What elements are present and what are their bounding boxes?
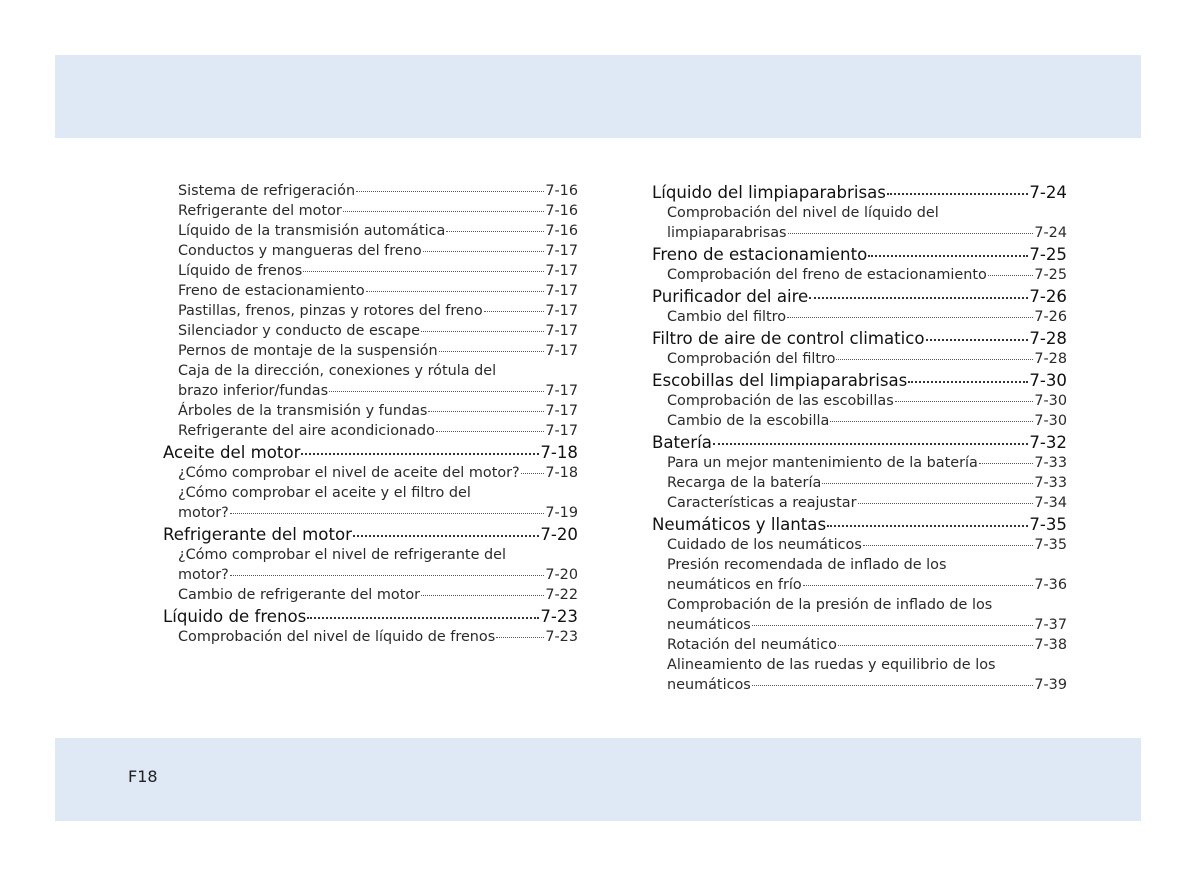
dot-leader <box>343 210 544 212</box>
toc-subentry[interactable] <box>163 585 578 605</box>
toc-page-ref: 7-17 <box>545 383 578 399</box>
toc-entry-title-line1: ¿Cómo comprobar el aceite y el filtro del <box>178 485 471 501</box>
toc-page-ref: 7-17 <box>545 403 578 419</box>
toc-subentry[interactable] <box>652 453 1067 473</box>
page-number: F18 <box>128 767 158 786</box>
dot-leader <box>803 584 1034 586</box>
toc-entry-title: Freno de estacionamiento <box>652 244 868 264</box>
toc-subentry[interactable] <box>652 473 1067 493</box>
dot-leader <box>988 274 1034 276</box>
dot-leader <box>356 190 544 192</box>
toc-page-ref: 7-22 <box>545 587 578 603</box>
dot-leader <box>787 316 1033 318</box>
toc-page-ref: 7-37 <box>1034 617 1067 633</box>
toc-entry-title: Refrigerante del motor <box>163 524 352 544</box>
toc-entry-title: Freno de estacionamiento <box>178 283 365 299</box>
toc-subentry[interactable] <box>163 483 578 523</box>
toc-page-ref: 7-18 <box>545 465 578 481</box>
dot-leader <box>423 250 545 252</box>
toc-page-ref: 7-34 <box>1034 495 1067 511</box>
toc-entry-title: Comprobación del freno de estacionamiento <box>667 267 987 283</box>
toc-subentry[interactable] <box>163 221 578 241</box>
toc-page-ref: 7-17 <box>545 303 578 319</box>
toc-entry-title: ¿Cómo comprobar el nivel de aceite del motor? <box>178 465 520 481</box>
toc-subentry[interactable] <box>652 635 1067 655</box>
toc-page-ref: 7-24 <box>1034 225 1067 241</box>
toc-entry-title: brazo inferior/fundas <box>178 383 329 399</box>
toc-section-entry[interactable] <box>163 524 578 545</box>
toc-section-entry[interactable] <box>652 328 1067 349</box>
dot-leader <box>439 350 545 352</box>
toc-entry-title: Sistema de refrigeración <box>178 183 356 199</box>
toc-page-ref: 7-35 <box>1029 514 1067 534</box>
toc-page-ref: 7-25 <box>1034 267 1067 283</box>
dot-leader <box>303 270 544 272</box>
toc-entry-title: Características a reajustar <box>667 495 857 511</box>
toc-subentry[interactable] <box>163 401 578 421</box>
dot-leader <box>484 310 545 312</box>
toc-subentry[interactable] <box>652 307 1067 327</box>
dot-leader <box>521 472 545 474</box>
toc-page-ref: 7-35 <box>1034 537 1067 553</box>
toc-page-ref: 7-24 <box>1029 182 1067 202</box>
toc-entry-title: Para un mejor mantenimiento de la batería <box>667 455 978 471</box>
dot-leader <box>809 296 1028 299</box>
dot-leader <box>863 544 1033 546</box>
toc-subentry[interactable] <box>652 595 1067 635</box>
toc-subentry[interactable] <box>652 493 1067 513</box>
dot-leader <box>827 524 1028 527</box>
toc-page-ref: 7-28 <box>1029 328 1067 348</box>
toc-entry-title: Pernos de montaje de la suspensión <box>178 343 438 359</box>
toc-page-ref: 7-16 <box>545 203 578 219</box>
toc-page-ref: 7-18 <box>540 442 578 462</box>
dot-leader <box>822 482 1033 484</box>
toc-entry-title: Recarga de la batería <box>667 475 822 491</box>
toc-page-ref: 7-36 <box>1034 577 1067 593</box>
toc-subentry[interactable] <box>163 241 578 261</box>
toc-entry-title: Neumáticos y llantas <box>652 514 827 534</box>
toc-entry-title: Cuidado de los neumáticos <box>667 537 862 553</box>
toc-left-column <box>163 181 578 647</box>
dot-leader <box>421 594 544 596</box>
toc-subentry[interactable] <box>163 321 578 341</box>
toc-entry-title: motor? <box>178 505 229 521</box>
toc-section-entry[interactable] <box>163 442 578 463</box>
toc-subentry[interactable] <box>163 463 578 483</box>
toc-entry-title: Silenciador y conducto de escape <box>178 323 421 339</box>
toc-page-ref: 7-20 <box>545 567 578 583</box>
dot-leader <box>979 462 1033 464</box>
toc-subentry[interactable] <box>652 349 1067 369</box>
toc-entry-title: Rotación del neumático <box>667 637 837 653</box>
dot-leader <box>230 512 545 514</box>
toc-entry-title: Cambio de refrigerante del motor <box>178 587 421 603</box>
toc-entry-title-line1: Alineamiento de las ruedas y equilibrio de los <box>667 657 996 673</box>
toc-page-ref: 7-17 <box>545 343 578 359</box>
dot-leader <box>446 230 544 232</box>
toc-entry-title: Pastillas, frenos, pinzas y rotores del freno <box>178 303 483 319</box>
dot-leader <box>858 502 1034 504</box>
toc-subentry[interactable] <box>652 655 1067 695</box>
toc-subentry[interactable] <box>163 341 578 361</box>
toc-subentry[interactable] <box>163 361 578 401</box>
dot-leader <box>366 290 545 292</box>
toc-entry-title: Árboles de la transmisión y fundas <box>178 403 428 419</box>
dot-leader <box>301 452 539 455</box>
dot-leader <box>788 232 1034 234</box>
toc-entry-title: Refrigerante del aire acondicionado <box>178 423 435 439</box>
toc-entry-title: Cambio de la escobilla <box>667 413 830 429</box>
toc-page-ref: 7-28 <box>1034 351 1067 367</box>
toc-entry-title: Escobillas del limpiaparabrisas <box>652 370 908 390</box>
toc-section-entry[interactable] <box>652 432 1067 453</box>
dot-leader <box>329 390 544 392</box>
toc-page-ref: 7-17 <box>545 283 578 299</box>
dot-leader <box>713 442 1028 445</box>
toc-page-ref: 7-38 <box>1034 637 1067 653</box>
toc-page-ref: 7-17 <box>545 423 578 439</box>
dot-leader <box>752 624 1034 626</box>
toc-entry-title: Comprobación de las escobillas <box>667 393 894 409</box>
dot-leader <box>428 410 544 412</box>
dot-leader <box>752 684 1034 686</box>
toc-page-ref: 7-17 <box>545 323 578 339</box>
toc-entry-title-line1: Presión recomendada de inflado de los <box>667 557 947 573</box>
toc-subentry[interactable] <box>652 411 1067 431</box>
dot-leader <box>496 636 544 638</box>
dot-leader <box>436 430 544 432</box>
dot-leader <box>307 616 539 619</box>
toc-entry-title-line1: Comprobación de la presión de inflado de los <box>667 597 993 613</box>
toc-page-ref: 7-30 <box>1034 393 1067 409</box>
toc-subentry[interactable] <box>652 535 1067 555</box>
toc-entry-title: Líquido del limpiaparabrisas <box>652 182 886 202</box>
toc-entry-title: Líquido de frenos <box>163 606 307 626</box>
toc-page-ref: 7-26 <box>1029 286 1067 306</box>
header-band <box>55 55 1141 138</box>
toc-entry-title: Conductos y mangueras del freno <box>178 243 422 259</box>
toc-page-ref: 7-16 <box>545 223 578 239</box>
toc-page-ref: 7-23 <box>545 629 578 645</box>
toc-entry-title: neumáticos <box>667 617 751 633</box>
toc-section-entry[interactable] <box>652 182 1067 203</box>
footer-band <box>55 738 1141 821</box>
toc-entry-title: Cambio del filtro <box>667 309 787 325</box>
toc-section-entry[interactable] <box>652 286 1067 307</box>
toc-subentry[interactable] <box>163 301 578 321</box>
toc-entry-title: Aceite del motor <box>163 442 301 462</box>
dot-leader <box>836 358 1033 360</box>
toc-subentry[interactable] <box>163 627 578 647</box>
toc-page-ref: 7-30 <box>1029 370 1067 390</box>
toc-entry-title: Filtro de aire de control climatico <box>652 328 925 348</box>
toc-entry-title: neumáticos <box>667 677 751 693</box>
toc-page-ref: 7-16 <box>545 183 578 199</box>
toc-entry-title: Líquido de frenos <box>178 263 303 279</box>
toc-right-column <box>652 181 1067 695</box>
toc-page-ref: 7-23 <box>540 606 578 626</box>
toc-entry-title: neumáticos en frío <box>667 577 802 593</box>
toc-section-entry[interactable] <box>163 606 578 627</box>
toc-section-entry[interactable] <box>652 514 1067 535</box>
toc-entry-title-line1: Comprobación del nivel de líquido del <box>667 205 939 221</box>
toc-entry-title: Batería <box>652 432 712 452</box>
toc-page-ref: 7-33 <box>1034 475 1067 491</box>
toc-subentry[interactable] <box>163 421 578 441</box>
toc-page-ref: 7-39 <box>1034 677 1067 693</box>
toc-entry-title: motor? <box>178 567 229 583</box>
dot-leader <box>895 400 1034 402</box>
toc-page-ref: 7-33 <box>1034 455 1067 471</box>
toc-entry-title-line1: ¿Cómo comprobar el nivel de refrigerante del <box>178 547 506 563</box>
dot-leader <box>838 644 1033 646</box>
toc-page-ref: 7-17 <box>545 263 578 279</box>
dot-leader <box>421 330 544 332</box>
dot-leader <box>887 192 1028 195</box>
toc-page-ref: 7-30 <box>1034 413 1067 429</box>
toc-subentry[interactable] <box>652 391 1067 411</box>
toc-subentry[interactable] <box>652 265 1067 285</box>
dot-leader <box>230 574 545 576</box>
dot-leader <box>926 338 1029 341</box>
toc-entry-title: Comprobación del filtro <box>667 351 836 367</box>
toc-page-ref: 7-26 <box>1034 309 1067 325</box>
toc-section-entry[interactable] <box>652 244 1067 265</box>
toc-page-ref: 7-19 <box>545 505 578 521</box>
toc-subentry[interactable] <box>163 545 578 585</box>
dot-leader <box>830 420 1033 422</box>
toc-subentry[interactable] <box>163 181 578 201</box>
toc-page-ref: 7-32 <box>1029 432 1067 452</box>
toc-page-ref: 7-20 <box>540 524 578 544</box>
toc-entry-title: Comprobación del nivel de líquido de frenos <box>178 629 496 645</box>
toc-entry-title-line1: Caja de la dirección, conexiones y rótula del <box>178 363 497 379</box>
toc-page-ref: 7-25 <box>1029 244 1067 264</box>
toc-entry-title: Refrigerante del motor <box>178 203 342 219</box>
toc-subentry[interactable] <box>652 203 1067 243</box>
toc-page-ref: 7-17 <box>545 243 578 259</box>
toc-entry-title: Líquido de la transmisión automática <box>178 223 446 239</box>
toc-subentry[interactable] <box>163 281 578 301</box>
toc-subentry[interactable] <box>163 201 578 221</box>
dot-leader <box>353 534 539 537</box>
dot-leader <box>908 380 1028 383</box>
toc-entry-title: Purificador del aire <box>652 286 809 306</box>
toc-entry-title: limpiaparabrisas <box>667 225 787 241</box>
toc-subentry[interactable] <box>163 261 578 281</box>
dot-leader <box>868 254 1028 257</box>
toc-subentry[interactable] <box>652 555 1067 595</box>
toc-section-entry[interactable] <box>652 370 1067 391</box>
